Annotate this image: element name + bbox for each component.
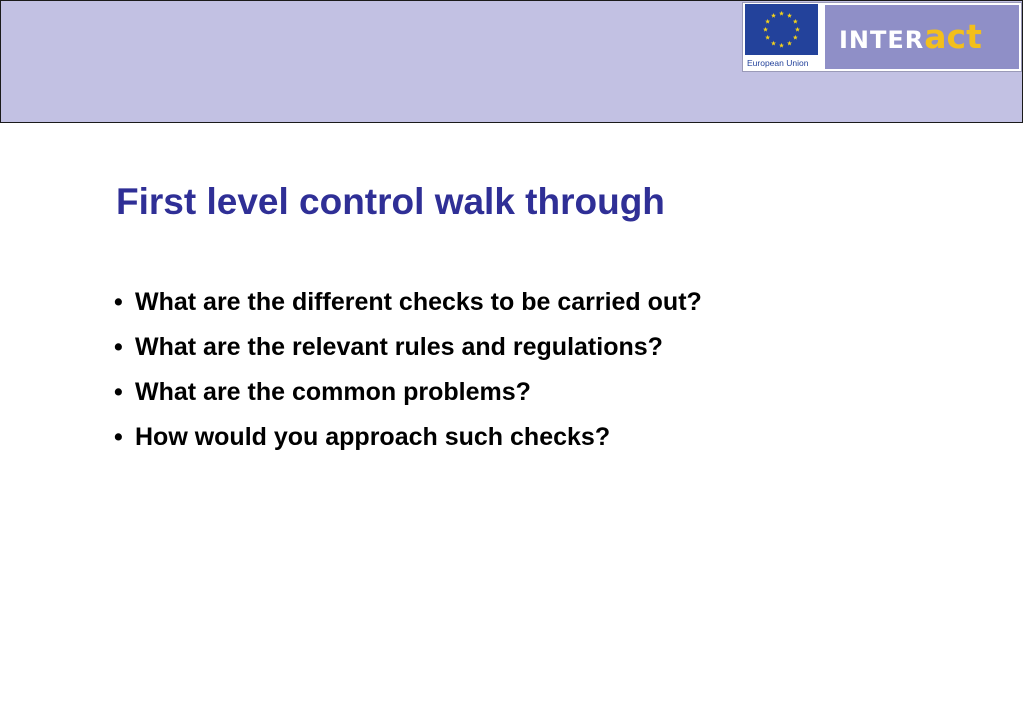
eu-stars-icon [745, 4, 818, 55]
eu-star-icon [779, 43, 784, 48]
eu-label: European Union [747, 58, 809, 68]
bullet-list [114, 280, 702, 460]
eu-star-icon [763, 27, 768, 32]
eu-star-icon [765, 35, 770, 40]
slide-title: First level control walk through [116, 181, 665, 222]
header-band [0, 0, 1023, 123]
bullet-marker: • [114, 288, 123, 316]
eu-star-icon [771, 13, 776, 18]
eu-star-icon [795, 27, 800, 32]
bullet-marker: • [114, 378, 123, 406]
eu-star-icon [771, 41, 776, 46]
eu-star-icon [793, 19, 798, 24]
eu-star-icon [793, 35, 798, 40]
bullet-text: How would you approach such checks? [135, 423, 611, 451]
bullet-text: What are the different checks to be carried out? [135, 288, 702, 316]
bullet-marker: • [114, 333, 123, 361]
bullet-item [114, 325, 702, 370]
eu-star-icon [787, 41, 792, 46]
interact-logo [825, 5, 1019, 69]
eu-star-icon [787, 13, 792, 18]
eu-star-icon [765, 19, 770, 24]
interact-wordmark-act: act [924, 17, 982, 56]
bullet-item [114, 280, 702, 325]
eu-logo [745, 3, 820, 71]
bullet-item [114, 370, 702, 415]
eu-flag-icon [745, 4, 818, 55]
interact-wordmark-inter: INTER [839, 26, 925, 54]
bullet-item [114, 415, 702, 460]
bullet-text: What are the common problems? [135, 378, 531, 406]
logo-box [742, 2, 1022, 72]
bullet-text: What are the relevant rules and regulations? [135, 333, 663, 361]
interact-wordmark [839, 17, 982, 56]
eu-star-icon [779, 11, 784, 16]
bullet-marker: • [114, 423, 123, 451]
